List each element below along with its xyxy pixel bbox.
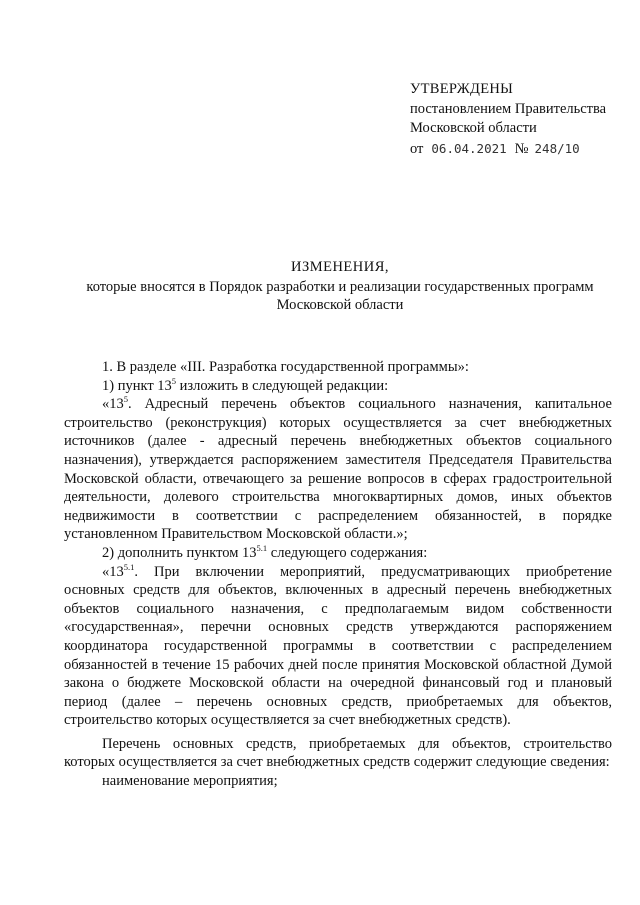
paragraph-4-text-b: следующего содержания: xyxy=(267,544,428,561)
approval-line-1: постановлением Правительства xyxy=(410,100,607,117)
document-body xyxy=(64,358,612,791)
title-line-2: Московской области xyxy=(276,297,404,313)
approval-block xyxy=(410,80,606,159)
title-line-1: которые вносятся в Порядок разработки и реализации государственных программ xyxy=(86,278,594,295)
date-prefix: от xyxy=(410,140,424,157)
paragraph-2-text-a: 1) пункт 13 xyxy=(102,377,172,394)
approval-line-2: Московской области xyxy=(410,120,537,136)
paragraph-7-text: наименование мероприятия; xyxy=(102,773,278,790)
paragraph-1-text: 1. В разделе «III. Разработка государственной программы»: xyxy=(102,359,469,375)
paragraph-4 xyxy=(64,544,612,563)
paragraph-7 xyxy=(64,772,612,791)
paragraph-5 xyxy=(64,563,612,730)
approval-date-line xyxy=(410,139,606,160)
document-title xyxy=(60,258,620,315)
paragraph-3-superscript: 5 xyxy=(123,394,128,405)
paragraph-2-text-b: изложить в следующей редакции: xyxy=(176,377,389,394)
paragraph-2 xyxy=(64,377,612,396)
paragraph-3-text-b: . Адресный перечень объектов социального назначения, капитальное строительство (реконструкция) которых осуществляется за счет внебюджетных источников (далее - адресный перечень внебюджетных объектов социального назначения), утверждается распоряжением заместителя Председателя Правительства Московской области, отвечающего за решение вопросов в сферах градостроительной деятельности, долевого строительства многоквартирных домов, иных объектов недвижимости в соответствии с распределением обязанностей, в порядке установленном Правительством Московской области.»; xyxy=(64,396,612,543)
paragraph-3-text-a: «13 xyxy=(102,396,124,413)
paragraph-3 xyxy=(64,395,612,544)
paragraph-1 xyxy=(64,358,612,377)
approval-date-stamp: 06.04.2021 xyxy=(431,140,507,156)
paragraph-4-text-a: 2) дополнить пунктом 13 xyxy=(102,544,257,561)
approval-number-stamp: 248/10 xyxy=(534,140,580,156)
approval-heading: УТВЕРЖДЕНЫ xyxy=(410,81,514,97)
paragraph-5-text-a: «13 xyxy=(102,563,124,580)
paragraph-6-text: Перечень основных средств, приобретаемых для объектов, строительство которых осуществляется за счет внебюджетных средств содержит следующие сведения: xyxy=(64,735,612,771)
number-sign: № xyxy=(514,140,529,157)
title-main: ИЗМЕНЕНИЯ, xyxy=(290,259,390,275)
paragraph-2-superscript: 5 xyxy=(171,375,177,386)
paragraph-6 xyxy=(64,735,612,772)
paragraph-5-text-b: . При включении мероприятий, предусматривающих приобретение основных средств для объектов, включенных в адресный перечень внебюджетных объектов социального назначения, с предполагаемым видом собственности «государственная», перечни основных средств утверждаются распоряжением координатора государственной программы в соответствии с распределением обязанностей в течение 15 рабочих дней после принятия Московской областной Думой закона о бюджете Московской области на очередной финансовый год и плановый период (далее – перечень основных средств, приобретаемых для объектов, строительство которых осуществляется за счет внебюджетных средств). xyxy=(64,563,612,729)
paragraph-5-superscript: 5.1 xyxy=(123,561,135,572)
paragraph-4-superscript: 5.1 xyxy=(256,543,268,554)
